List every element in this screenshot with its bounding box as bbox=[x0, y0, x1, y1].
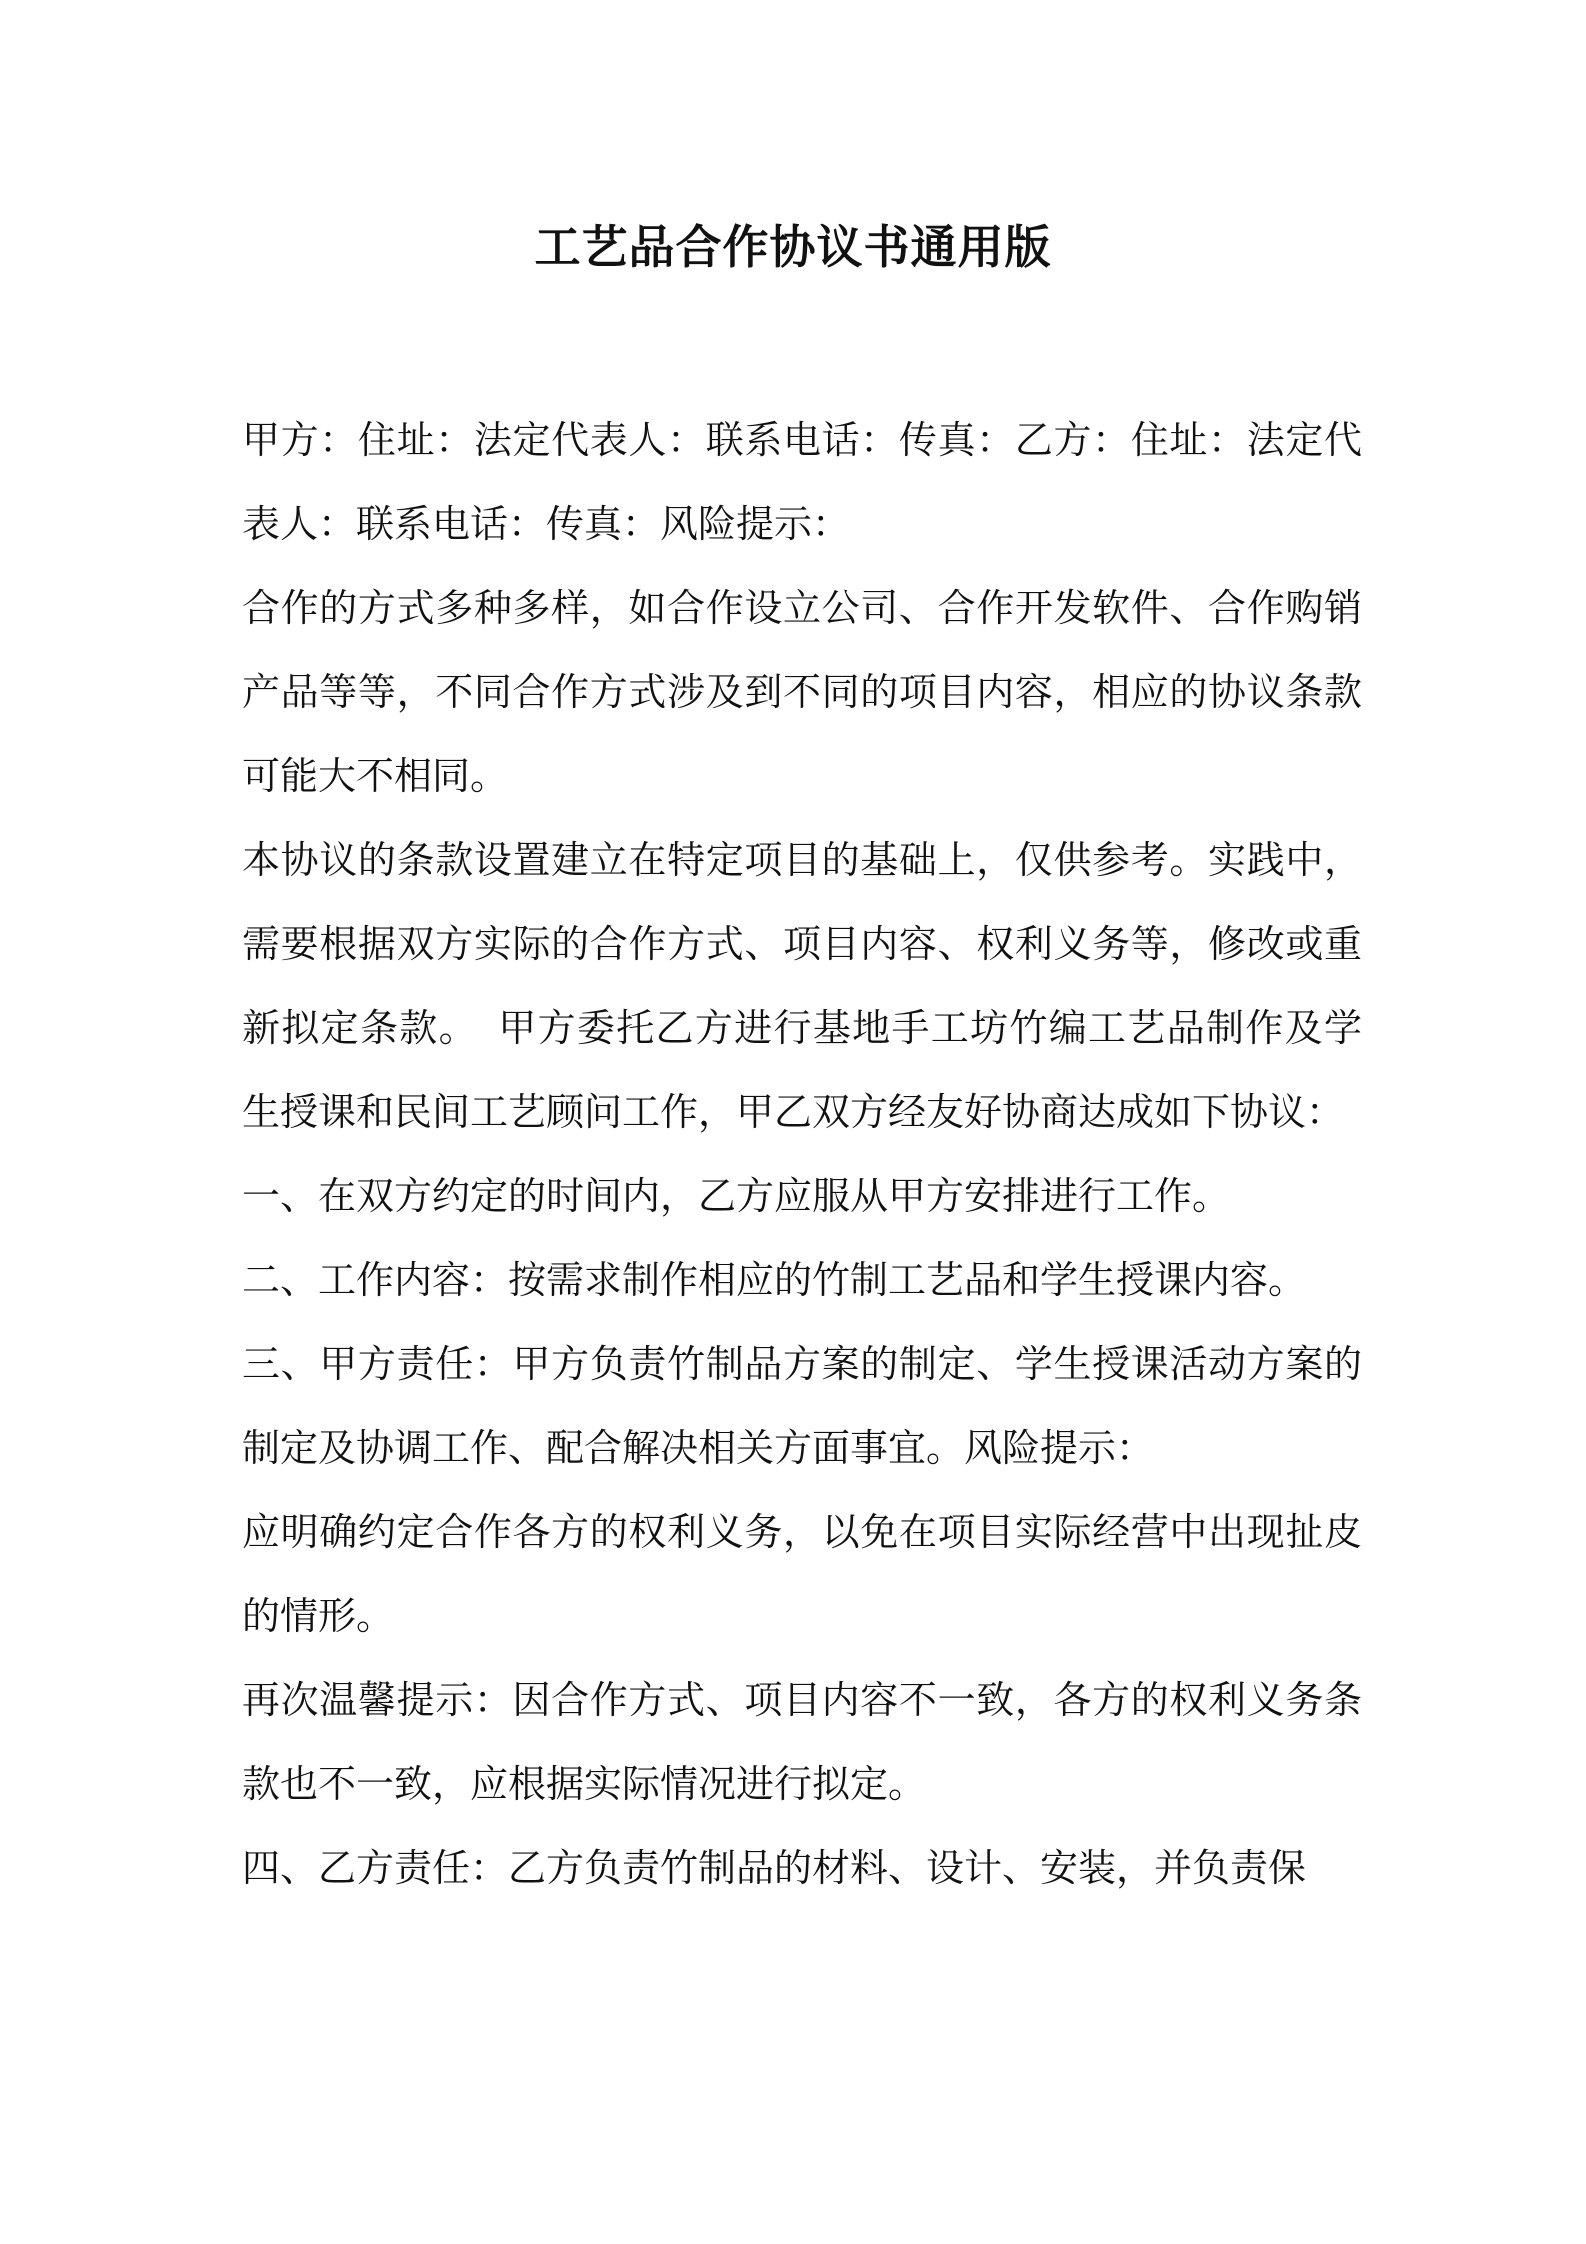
reference-note-paragraph: 本协议的条款设置建立在特定项目的基础上，仅供参考。实践中，需要根据双方实际的合作方式、项目内容、权利义务等，修改或重新拟定条款。 甲方委托乙方进行基地手工坊竹编工艺品制作及学生授课和民间工艺顾问工作，甲乙双方经友好协商达成如下协议： bbox=[242, 838, 1362, 1134]
document-title: 工艺品合作协议书通用版 bbox=[534, 220, 1052, 274]
clause-2-paragraph: 二、工作内容：按需求制作相应的竹制工艺品和学生授课内容。 bbox=[242, 1258, 1307, 1302]
party-info-paragraph: 甲方：住址：法定代表人：联系电话：传真：乙方：住址：法定代表人：联系电话：传真：风险提示： bbox=[242, 418, 1362, 546]
rights-obligations-paragraph: 应明确约定合作各方的权利义务，以免在项目实际经营中出现扯皮的情形。 bbox=[242, 1510, 1362, 1638]
clause-1-paragraph: 一、在双方约定的时间内，乙方应服从甲方安排进行工作。 bbox=[242, 1174, 1231, 1218]
clause-4-paragraph: 四、乙方责任：乙方负责竹制品的材料、设计、安装，并负责保 bbox=[242, 1846, 1307, 1890]
reminder-paragraph: 再次温馨提示：因合作方式、项目内容不一致，各方的权利义务条款也不一致，应根据实际情况进行拟定。 bbox=[242, 1678, 1362, 1806]
document-body bbox=[242, 398, 1362, 1910]
clause-3-paragraph: 三、甲方责任：甲方负责竹制品方案的制定、学生授课活动方案的制定及协调工作、配合解决相关方面事宜。风险提示： bbox=[242, 1342, 1362, 1470]
cooperation-methods-paragraph: 合作的方式多种多样，如合作设立公司、合作开发软件、合作购销产品等等，不同合作方式涉及到不同的项目内容，相应的协议条款可能大不相同。 bbox=[242, 586, 1362, 798]
